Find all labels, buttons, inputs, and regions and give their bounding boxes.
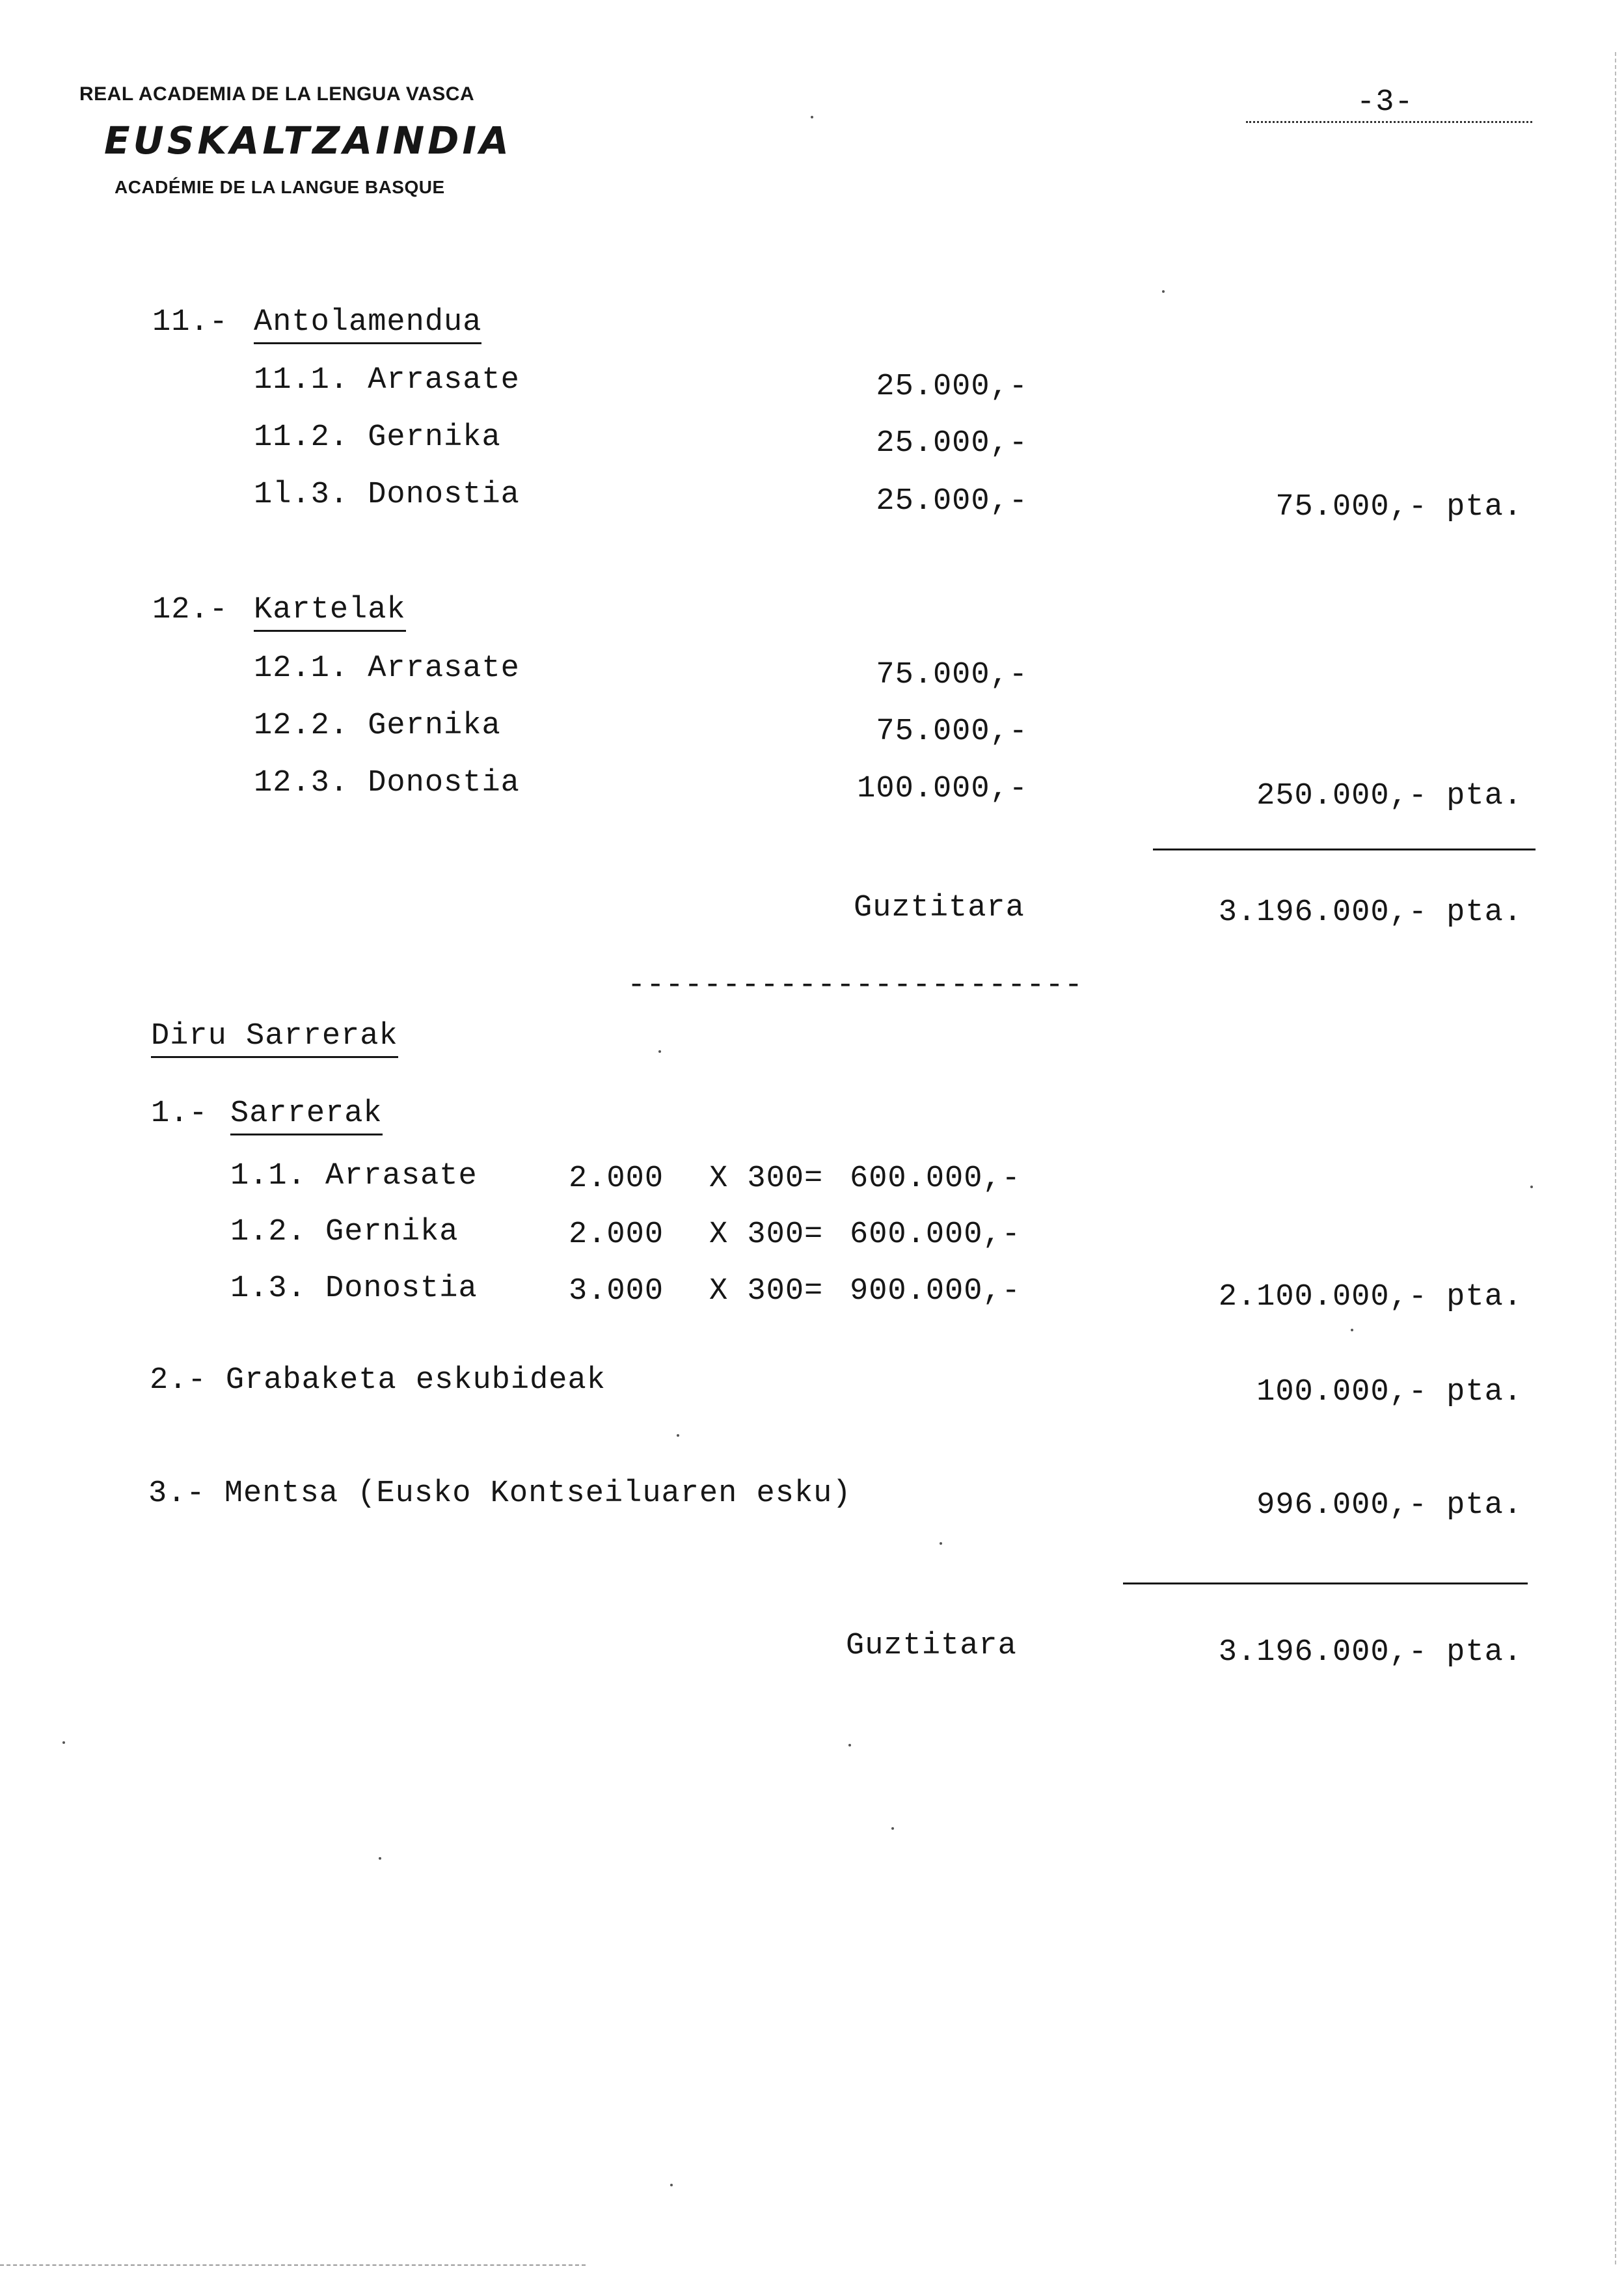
income-1-3-qty: 3.000 xyxy=(569,1274,664,1309)
scan-speck xyxy=(940,1542,942,1545)
item-11-3-amount: 25.000,- xyxy=(876,484,1028,519)
income-1-total: 2.100.000,- pta. xyxy=(1218,1280,1522,1314)
income-total-rule xyxy=(1123,1582,1528,1584)
scan-speck xyxy=(891,1827,894,1830)
item-11-1-label: 11.1. Arrasate xyxy=(254,363,520,398)
letterhead-title: EUSKALTZAINDIA xyxy=(104,118,512,163)
scan-speck xyxy=(670,2184,673,2186)
income-total-amount: 3.196.000,- pta. xyxy=(1218,1635,1522,1670)
scan-speck xyxy=(62,1741,65,1744)
income-1-1-price: X 300= xyxy=(709,1161,824,1196)
scan-speck xyxy=(1162,290,1165,293)
expenses-total-amount: 3.196.000,- pta. xyxy=(1218,895,1522,930)
section-11-number: 11.- xyxy=(152,305,228,340)
item-12-2-label: 12.2. Gernika xyxy=(254,709,501,743)
scan-speck xyxy=(379,1857,381,1860)
page-number-dotted-rule xyxy=(1246,121,1532,123)
income-1-2-price: X 300= xyxy=(709,1217,824,1252)
letterhead-line-french: ACADÉMIE DE LA LANGUE BASQUE xyxy=(115,177,445,197)
item-11-2-amount: 25.000,- xyxy=(876,426,1028,461)
item-11-2-label: 11.2. Gernika xyxy=(254,420,501,455)
page-number: -3- xyxy=(1357,85,1414,120)
scan-speck xyxy=(658,1050,661,1053)
income-1-title: Sarrerak xyxy=(230,1096,383,1135)
scan-speck xyxy=(848,1744,851,1746)
income-total-label: Guztitara xyxy=(846,1629,1017,1663)
letterhead-line-spanish: REAL ACADEMIA DE LA LENGUA VASCA xyxy=(79,83,475,105)
income-1-3-price: X 300= xyxy=(709,1274,824,1309)
income-1-3-label: 1.3. Donostia xyxy=(230,1271,478,1306)
scan-edge-bottom xyxy=(0,2264,586,2266)
income-1-1-label: 1.1. Arrasate xyxy=(230,1159,478,1193)
income-3-label: 3.- Mentsa (Eusko Kontseiluaren esku) xyxy=(148,1476,852,1511)
income-2-amount: 100.000,- pta. xyxy=(1256,1375,1522,1409)
scan-speck xyxy=(1530,1186,1533,1188)
income-1-2-qty: 2.000 xyxy=(569,1217,664,1252)
income-3-amount: 996.000,- pta. xyxy=(1256,1488,1522,1523)
income-heading: Diru Sarrerak xyxy=(151,1018,398,1058)
scan-speck xyxy=(811,116,813,118)
section-12-title: Kartelak xyxy=(254,592,406,632)
item-12-1-amount: 75.000,- xyxy=(876,658,1028,692)
scan-speck xyxy=(677,1434,679,1437)
expenses-total-rule xyxy=(1153,849,1536,850)
item-12-1-label: 12.1. Arrasate xyxy=(254,651,520,686)
section-11-title: Antolamendua xyxy=(254,305,481,344)
income-2-label: 2.- Grabaketa eskubideak xyxy=(150,1363,606,1398)
item-12-3-label: 12.3. Donostia xyxy=(254,766,520,800)
item-12-2-amount: 75.000,- xyxy=(876,714,1028,749)
section-12-number: 12.- xyxy=(152,593,228,627)
income-1-2-amount: 600.000,- xyxy=(850,1217,1021,1252)
section-12-total: 250.000,- pta. xyxy=(1256,779,1522,813)
income-1-2-label: 1.2. Gernika xyxy=(230,1215,459,1249)
income-1-1-amount: 600.000,- xyxy=(850,1161,1021,1196)
item-12-3-amount: 100.000,- xyxy=(857,772,1028,806)
expenses-total-label: Guztitara xyxy=(854,891,1025,925)
item-11-3-label: 1l.3. Donostia xyxy=(254,478,520,512)
income-1-number: 1.- xyxy=(151,1096,208,1131)
section-separator: ------------------------ xyxy=(627,968,1083,1003)
scan-edge-right xyxy=(1615,52,1616,2264)
income-1-3-amount: 900.000,- xyxy=(850,1274,1021,1309)
income-1-1-qty: 2.000 xyxy=(569,1161,664,1196)
scan-speck xyxy=(1351,1329,1353,1331)
item-11-1-amount: 25.000,- xyxy=(876,370,1028,404)
section-11-total: 75.000,- pta. xyxy=(1275,490,1522,524)
